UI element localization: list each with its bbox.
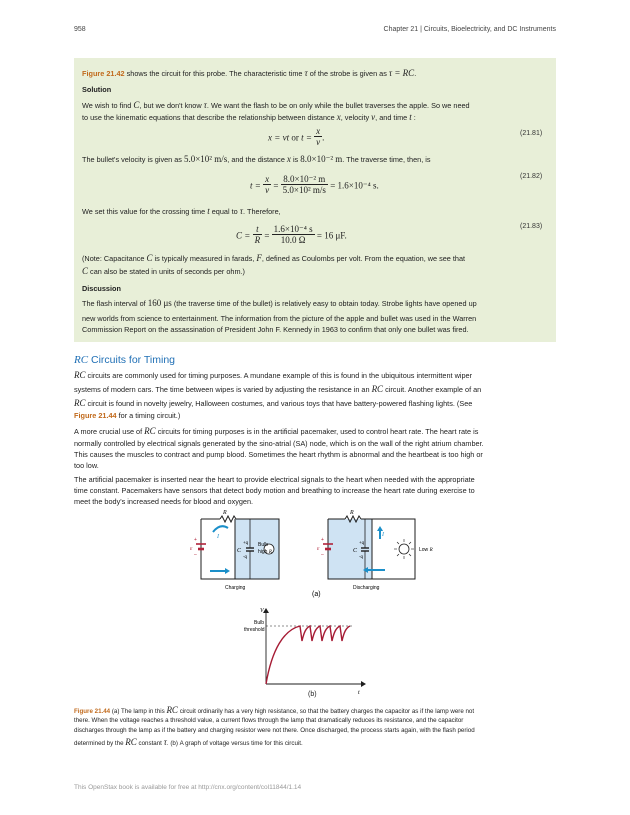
equation-number: (21.83) <box>520 223 543 230</box>
denominator: 10.0 Ω <box>280 235 306 245</box>
math-C: C <box>82 266 89 276</box>
text: circuit ordinarily has a very high resistance, so that the battery charges the capacitor as if the lamp were not <box>179 708 475 715</box>
text: (Note: Capacitance <box>82 254 145 263</box>
fraction-values <box>272 224 315 245</box>
label-low-resistance: Low R <box>419 547 433 553</box>
label-minus: – <box>194 552 197 558</box>
bulb-lit-icon <box>399 544 409 554</box>
eq-dot: . <box>322 132 325 143</box>
numerator: x <box>265 174 270 184</box>
math-tau: τ <box>203 100 207 110</box>
text: , but we don't know <box>139 101 202 110</box>
part-b-label: (b) <box>308 691 317 698</box>
math-v: v <box>371 112 376 122</box>
math-t: t <box>409 112 412 122</box>
math-F: F <box>256 253 262 263</box>
eq-or: or <box>289 132 302 143</box>
numerator: 8.0×10⁻² m <box>281 174 328 185</box>
eq-left: x = vt <box>268 132 290 143</box>
tau-equation: τ = RC <box>388 68 415 78</box>
label-minus: – <box>321 552 324 558</box>
eq-result: = 16 μF. <box>314 230 347 241</box>
label-minus-q: -q <box>359 554 364 559</box>
label-plus-q: +q <box>359 540 365 545</box>
discussion-line3: Commission Report on the assassination of President John F. Kennedy in 1963 to confirm that only one bullet was fired. <box>82 325 469 334</box>
fraction-x-over-v <box>263 174 271 195</box>
chapter-title: Chapter 21 | Circuits, Bioelectricity, and DC Instruments <box>383 26 556 33</box>
math-tau: τ <box>239 206 243 216</box>
section-heading <box>74 354 175 366</box>
discussion-heading: Discussion <box>82 284 121 293</box>
intro-text: shows the circuit for this probe. The characteristic time <box>124 69 305 78</box>
text: (the traverse time of the bullet) is relatively easy to obtain today. Strobe lights have opened up <box>173 299 477 308</box>
intro-text2: of the strobe is given as <box>307 69 389 78</box>
tau-symbol: τ <box>304 68 308 78</box>
velocity-value: 5.0×10² m/s <box>183 154 228 164</box>
text: equal to <box>211 207 238 216</box>
math-x: x <box>336 112 341 122</box>
text: The flash interval of <box>82 299 146 308</box>
text: . (b) A graph of voltage versus time for this circuit. <box>166 740 303 747</box>
text: constant <box>138 740 162 747</box>
figure-link[interactable]: Figure 21.44 <box>74 411 117 420</box>
math-C: C <box>133 100 140 110</box>
math-RC: RC <box>166 705 178 715</box>
eq-t: t = <box>301 132 315 143</box>
figure-voltage-graph <box>232 604 372 700</box>
label-C: C <box>353 548 358 554</box>
denominator: 5.0×10² m/s <box>282 185 326 195</box>
note-line2 <box>82 266 552 277</box>
page-number: 958 <box>74 26 86 33</box>
p1-line2 <box>74 384 558 395</box>
label-R: R <box>350 510 354 516</box>
text: We wish to find <box>82 101 132 110</box>
text: circuits for timing purposes is in the artificial pacemaker, used to control heart rate. The heart rate is <box>157 427 479 436</box>
text: . Therefore, <box>242 207 281 216</box>
math-C: C <box>146 253 153 263</box>
label-minus-q: -q <box>243 554 248 559</box>
current-arrow-icon <box>213 526 228 532</box>
text: A more crucial use of <box>74 427 143 436</box>
p3-line3: meet the body's increased needs for blood and oxygen. <box>74 497 254 506</box>
p2-line2: normally controlled by electrical signals generated by the sino-atrial (SA) node, which is on the wall of the right atrium chamber. <box>74 439 484 448</box>
intro-end: . <box>414 69 417 78</box>
equation-number: (21.81) <box>520 130 543 137</box>
text: , and time <box>375 113 408 122</box>
numerator: x <box>316 126 321 136</box>
note-line1 <box>82 253 552 264</box>
text: , and the distance <box>227 155 285 164</box>
example-intro <box>82 68 552 79</box>
text: for a timing circuit.) <box>116 411 181 420</box>
figure-caption-line2: there. When the voltage reaches a threshold value, a current flows through the lamp that dramatically reduces its resistance, and the capacitor <box>74 717 464 724</box>
heading-text: Circuits for Timing <box>88 354 175 366</box>
discussion-line1 <box>82 298 552 309</box>
label-bulb-resistance: high R <box>258 549 272 555</box>
label-I: I <box>382 532 384 538</box>
label-emf: ε <box>190 546 193 552</box>
text: The bullet's velocity is given as <box>82 155 182 164</box>
math-RC: RC <box>74 398 86 408</box>
equation-21-81 <box>268 126 324 147</box>
figure-caption-line3: discharges through the lamp as if the battery and charging resistor were not there. Once discharged, the process starts again, with the flash period <box>74 727 475 734</box>
math-RC: RC <box>74 370 86 380</box>
x-axis-label: t <box>358 690 360 696</box>
text: is typically measured in farads, <box>154 254 255 263</box>
text: can also be stated in units of seconds per ohm.) <box>90 267 245 276</box>
heading-math: RC <box>74 354 89 366</box>
p2-line1 <box>74 426 558 437</box>
velocity-line <box>82 154 552 165</box>
text: circuit is found in novelty jewelry, Halloween costumes, and various toys that have battery-powered flashing lights. (See <box>87 399 473 408</box>
text: , velocity <box>340 113 370 122</box>
equation-number: (21.82) <box>520 173 543 180</box>
discussion-line2: new worlds from science to entertainment. The information from the picture of the apple and bullet was used in the Warren <box>82 314 477 323</box>
fraction-x-over-v <box>314 126 325 147</box>
text: circuit. Another example of an <box>385 385 482 394</box>
text: to use the kinematic equations that describe the relationship between distance <box>82 113 335 122</box>
text: . The traverse time, then, is <box>342 155 431 164</box>
caption-discharging: Discharging <box>353 585 380 591</box>
math-tau: τ <box>163 737 167 747</box>
equation-21-82 <box>250 174 379 195</box>
text: (a) The lamp in this <box>110 708 165 715</box>
label-I: I <box>217 534 219 540</box>
y-axis-label: V <box>260 608 264 614</box>
math-RC: RC <box>144 426 156 436</box>
solution-heading: Solution <box>82 85 112 94</box>
label-C: C <box>237 548 242 554</box>
label-plus-q: +q <box>243 540 249 545</box>
eq-equals: = <box>271 180 281 191</box>
text: , defined as Coulombs per volt. From the equation, we see that <box>261 254 466 263</box>
part-a-label: (a) <box>312 591 321 598</box>
p2-line3: This causes the muscles to contract and pump blood. Sometimes the heart rhythm is abnormal and the heartbeat is too high or <box>74 450 483 459</box>
threshold-label: threshold <box>244 627 265 633</box>
p1-line1 <box>74 370 558 381</box>
text: determined by the <box>74 740 124 747</box>
text: is <box>292 155 299 164</box>
caption-charging: Charging <box>225 585 246 591</box>
figure-link[interactable]: Figure 21.44 <box>74 708 111 715</box>
text: . We want the flash to be on only while the bullet traverses the apple. So we need <box>206 101 470 110</box>
eq-equals: = <box>262 230 272 241</box>
distance-value: 8.0×10⁻² m <box>300 154 343 164</box>
text: : <box>413 113 416 122</box>
math-RC: RC <box>125 737 137 747</box>
figure-circuits <box>180 506 460 610</box>
p3-line2: time constant. Pacemakers have sensors that detect body motion and breathing to increase the heart rate during exercise to <box>74 486 475 495</box>
math-RC: RC <box>371 384 384 394</box>
fraction-t-over-R <box>253 224 263 245</box>
solution-line1 <box>82 100 552 111</box>
p2-line4: too low. <box>74 461 99 470</box>
figure-link[interactable]: Figure 21.42 <box>82 69 125 78</box>
set-line <box>82 206 552 217</box>
label-plus: + <box>194 537 197 543</box>
voltage-curve <box>266 626 350 684</box>
label-plus: + <box>321 537 324 543</box>
p1-line3 <box>74 398 558 409</box>
charging-circuit <box>190 510 279 591</box>
p3-line1: The artificial pacemaker is inserted near the heart to provide electrical signals to the heart when needed with the appropriate <box>74 475 475 484</box>
discharging-circuit <box>317 510 433 591</box>
label-bulb: Bulb <box>258 542 269 548</box>
text: systems of modern cars. The time between wipes is varied by adjusting the resistance in an <box>74 385 370 394</box>
interval-value: 160 μs <box>147 298 172 308</box>
denominator: v <box>265 185 270 195</box>
fraction-values <box>281 174 328 195</box>
threshold-label: Bulb <box>254 620 265 626</box>
numerator: t <box>253 224 263 235</box>
math-x: x <box>286 154 291 164</box>
p1-line4 <box>74 410 558 421</box>
math-t: t <box>207 206 210 216</box>
numerator: 1.6×10⁻⁴ s <box>273 224 313 234</box>
text: circuits are commonly used for timing purposes. A mundane example of this is found in the ubiquitous intermittent wiper <box>87 371 473 380</box>
text: We set this value for the crossing time <box>82 207 206 216</box>
resistor-symbol <box>220 516 236 522</box>
label-R: R <box>223 510 227 516</box>
eq-t: t = <box>250 180 264 191</box>
footer-text: This OpenStax book is available for free at http://cnx.org/content/col11844/1.14 <box>74 784 302 791</box>
equation-21-83 <box>236 224 347 245</box>
eq-result: = 1.6×10⁻⁴ s. <box>327 180 379 191</box>
denominator: R <box>254 235 261 245</box>
solution-line2 <box>82 112 552 123</box>
figure-caption-line4 <box>74 737 558 749</box>
label-emf: ε <box>317 546 320 552</box>
denominator: v <box>316 137 321 147</box>
eq-C: C = <box>236 230 253 241</box>
